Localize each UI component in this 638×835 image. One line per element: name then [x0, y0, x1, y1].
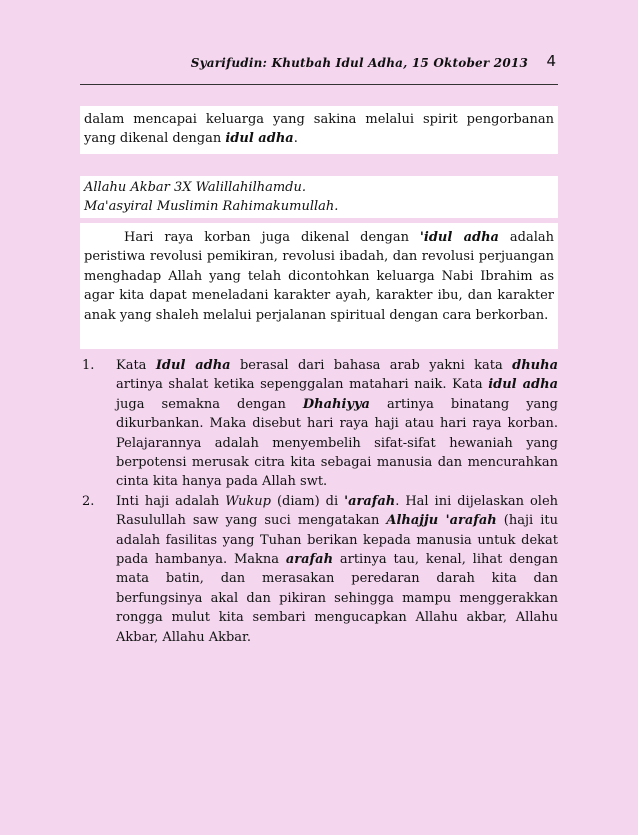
numbered-list	[80, 356, 558, 647]
list-number: 1.	[82, 358, 95, 373]
p3-text-c: adalah peristiwa revolusi pemikiran, revolusi ibadah, dan revolusi perjuangan menghadap Allah yang telah dicontohkan keluarga Nabi Ibrahim as agar kita dapat meneladani karakter ayah, karakter ibu, dan karakter anak yang shaleh melalui perjalanan spiritual dengan cara berkorban.	[84, 230, 554, 323]
paragraph-2	[84, 178, 554, 217]
list-item	[80, 492, 558, 647]
list-italic: Wukup	[225, 493, 271, 509]
list-emph: Dhahiyya	[302, 396, 370, 412]
paragraph-1	[84, 110, 554, 149]
page-number: 4	[546, 52, 556, 70]
p1-text-c: .	[293, 131, 298, 147]
p1-text-a: dalam mencapai keluarga yang sakina melalui spirit pengorbanan yang dikenal dengan	[84, 112, 554, 147]
list-text: . Hal ini dijelaskan oleh Rasulullah saw yang suci mengatakan	[116, 493, 559, 529]
list-text: (diam) di	[271, 493, 345, 509]
list-emph: arafah	[285, 552, 334, 568]
p3-emph-idul-adha: 'idul adha	[419, 230, 499, 245]
page-header	[80, 48, 558, 85]
list-emph: dhuha	[512, 358, 558, 373]
list-item	[80, 356, 558, 492]
list-text: artinya tau, kenal, lihat dengan mata batin, dan merasakan peredaran darah kita dan berfungsinya akal dan pikiran sehingga mampu menggerakkan rongga mulut kita sembari mengucapkan Allahu akbar, Allahu Akbar, Allahu Akbar.	[116, 552, 559, 645]
list-number: 2.	[82, 493, 95, 509]
list-text: juga semakna dengan	[116, 396, 303, 412]
list-emph: idul adha	[488, 377, 558, 393]
list-emph: 'arafah	[344, 493, 396, 509]
list-text: (haji itu adalah fasilitas yang Tuhan berikan kepada manusia untuk dekat pada hambanya. Makna	[116, 513, 558, 568]
list-text: Inti haji adalah	[116, 493, 226, 509]
header-title: Syarifudin: Khutbah Idul Adha, 15 Oktober 2013	[190, 56, 528, 70]
list-text: berasal dari bahasa arab yakni kata	[230, 358, 513, 373]
list-text: artinya binatang yang dikurbankan. Maka disebut hari raya haji atau hari raya korban. Pelajarannya adalah menyembelih sifat-sifat hewaniah yang berpotensi merusak citra kita sebagai manusia dan mencurahkan cinta kita hanya pada Allah swt.	[116, 396, 558, 490]
greeting-line: Ma'asyiral Muslimin Rahimakumullah.	[84, 199, 339, 215]
list-text: artinya shalat ketika sepenggalan matahari naik. Kata	[116, 377, 489, 393]
paragraph-3	[84, 228, 554, 325]
list-emph: Alhajju 'arafah	[386, 513, 497, 529]
list-text: Kata	[116, 358, 156, 373]
takbir-line: Allahu Akbar 3X Walillahilhamdu.	[84, 180, 307, 195]
list-emph: Idul adha	[155, 358, 231, 373]
p1-emph-idul-adha: idul adha	[225, 131, 294, 147]
p3-text-a: Hari raya korban juga dikenal dengan	[124, 230, 420, 245]
